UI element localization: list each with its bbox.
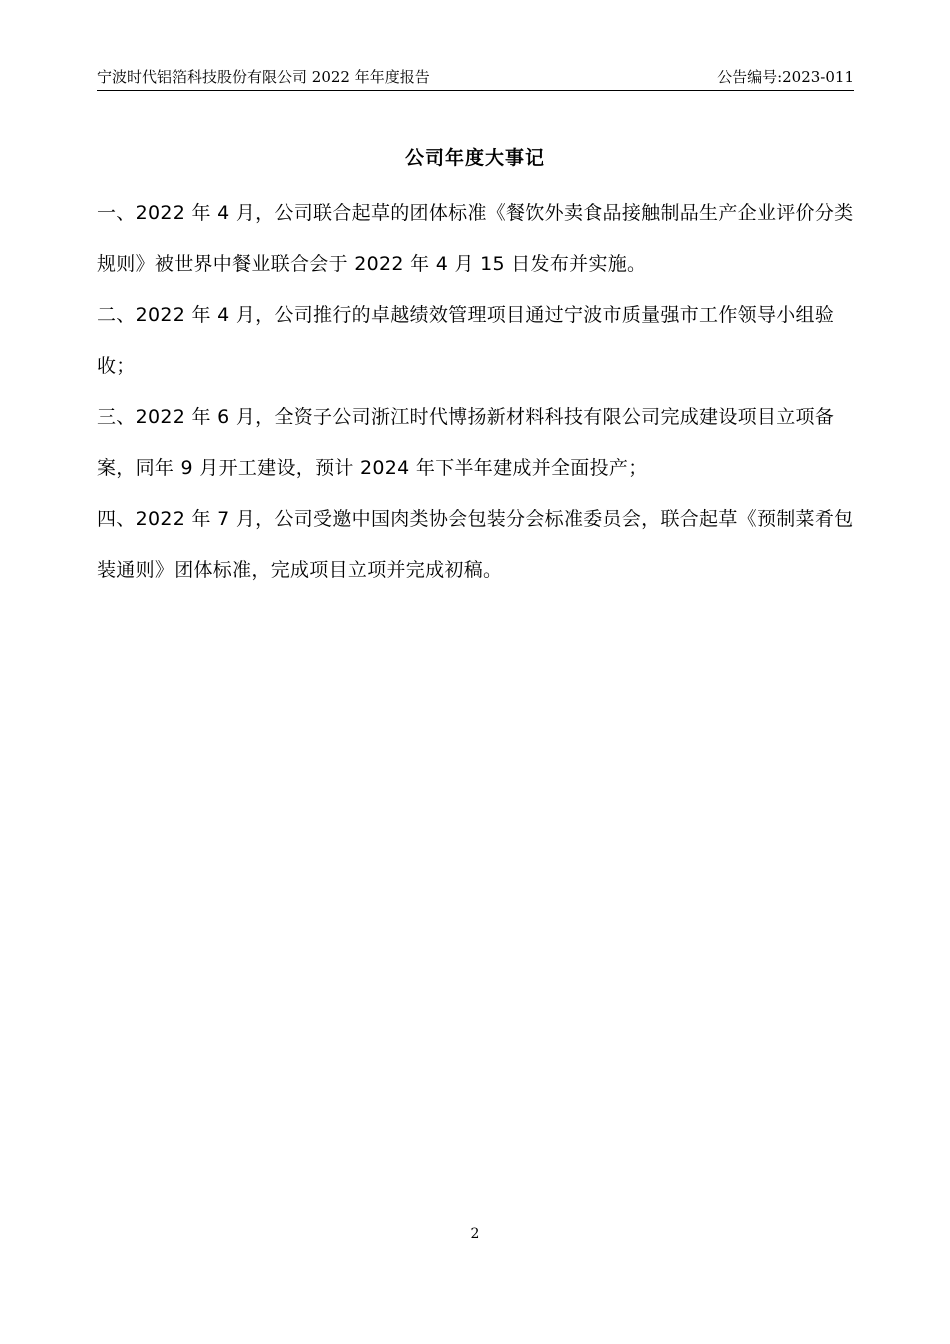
event-item-4: 四、2022 年 7 月，公司受邀中国肉类协会包装分会标准委员会，联合起草《预制菜肴包装通则》团体标准，完成项目立项并完成初稿。 bbox=[97, 508, 854, 581]
page-title: 公司年度大事记 bbox=[404, 147, 545, 169]
page-header bbox=[97, 66, 854, 91]
event-item-1: 一、2022 年 4 月，公司联合起草的团体标准《餐饮外卖食品接触制品生产企业评价分类规则》被世界中餐业联合会于 2022 年 4 月 15 日发布并实施。 bbox=[97, 202, 854, 275]
page-number: 2 bbox=[470, 1226, 480, 1242]
events-list bbox=[97, 188, 854, 596]
header-company-report: 宁波时代铝箔科技股份有限公司 2022 年年度报告 bbox=[97, 68, 430, 86]
event-item-3: 三、2022 年 6 月，全资子公司浙江时代博扬新材料科技有限公司完成建设项目立项备案，同年 9 月开工建设，预计 2024 年下半年建成并全面投产； bbox=[97, 406, 835, 479]
event-item-2: 二、2022 年 4 月，公司推行的卓越绩效管理项目通过宁波市质量强市工作领导小组验收； bbox=[97, 304, 835, 377]
header-announcement-number: 公告编号:2023-011 bbox=[717, 68, 854, 86]
